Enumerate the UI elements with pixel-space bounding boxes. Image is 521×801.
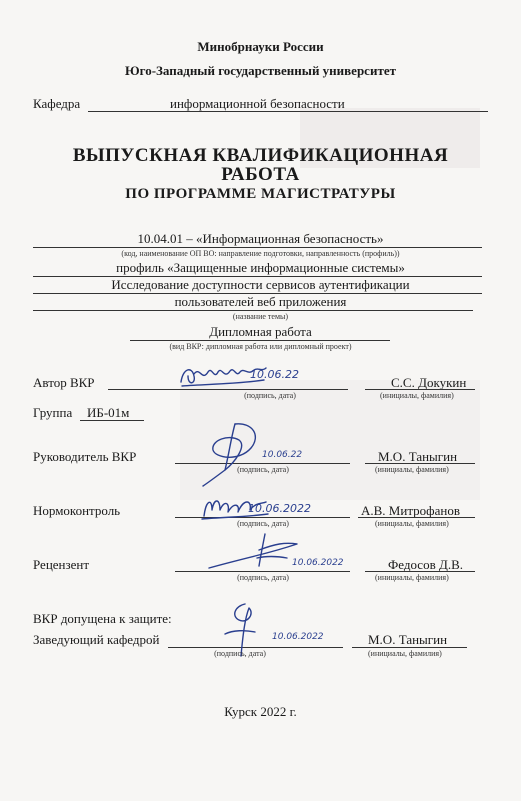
work-type: Дипломная работа — [209, 324, 312, 339]
normcontrol-sign-caption: (подпись, дата) — [237, 519, 289, 528]
normcontrol-name: А.В. Митрофанов — [361, 503, 460, 518]
group-underline — [80, 420, 144, 421]
topic-line-1: Исследование доступности сервисов аутентификации — [111, 277, 410, 292]
head-sign-caption: (подпись, дата) — [214, 649, 266, 658]
author-signature-date: 10.06.22 — [250, 368, 299, 381]
normcontrol-label: Нормоконтроль — [33, 503, 121, 518]
reviewer-name: Федосов Д.В. — [388, 557, 464, 572]
head-name-line — [352, 647, 467, 648]
reviewer-label: Рецензент — [33, 557, 90, 572]
author-name: С.С. Докукин — [391, 375, 467, 390]
group-label: Группа — [33, 405, 73, 420]
supervisor-signature-date: 10.06.22 — [262, 450, 303, 460]
department-label: Кафедра — [33, 96, 81, 111]
author-label: Автор ВКР — [33, 375, 95, 390]
supervisor-name: М.О. Таныгин — [378, 449, 458, 464]
reviewer-name-caption: (инициалы, фамилия) — [375, 573, 449, 582]
normcontrol-name-line — [358, 517, 475, 518]
admission-label: ВКР допущена к защите: — [33, 611, 172, 626]
topic-line-2: пользователей веб приложения — [174, 294, 347, 309]
supervisor-label: Руководитель ВКР — [33, 449, 137, 464]
author-name-line — [365, 389, 475, 390]
topic-line-2-underline — [33, 310, 473, 311]
reviewer-name-line — [365, 571, 475, 572]
reviewer-sign-caption: (подпись, дата) — [237, 573, 289, 582]
reviewer-sign-line — [175, 571, 350, 572]
university-name: Юго-Западный государственный университет — [125, 63, 396, 78]
program-code-underline — [33, 247, 482, 248]
program-code-caption: (код, наименование ОП ВО: направление подготовки, направленность (профиль)) — [121, 249, 400, 258]
title-line-2: РАБОТА — [221, 164, 300, 185]
supervisor-name-caption: (инициалы, фамилия) — [375, 465, 449, 474]
head-name-caption: (инициалы, фамилия) — [368, 649, 442, 658]
program-code: 10.04.01 – «Информационная безопасность» — [137, 231, 384, 246]
normcontrol-name-caption: (инициалы, фамилия) — [375, 519, 449, 528]
group-value: ИБ-01м — [87, 405, 130, 420]
head-of-department-label: Заведующий кафедрой — [33, 632, 160, 647]
city-year: Курск 2022 г. — [224, 704, 297, 719]
program-profile: профиль «Защищенные информационные системы» — [116, 260, 405, 275]
author-sign-caption: (подпись, дата) — [244, 391, 296, 400]
supervisor-sign-caption: (подпись, дата) — [237, 465, 289, 474]
work-type-caption: (вид ВКР: дипломная работа или дипломный проект) — [169, 342, 352, 351]
normcontrol-signature-date: 10.06.2022 — [248, 502, 311, 515]
title-line-1: ВЫПУСКНАЯ КВАЛИФИКАЦИОННАЯ — [72, 145, 449, 166]
head-name: М.О. Таныгин — [368, 632, 448, 647]
supervisor-name-line — [365, 463, 475, 464]
topic-caption: (название темы) — [232, 312, 289, 321]
department-value: информационной безопасности — [170, 96, 345, 111]
title-line-3: ПО ПРОГРАММЕ МАГИСТРАТУРЫ — [125, 186, 396, 202]
author-name-caption: (инициалы, фамилия) — [380, 391, 454, 400]
work-type-underline — [130, 340, 390, 341]
head-signature-date: 10.06.2022 — [272, 632, 324, 642]
ministry-name: Минобрнауки России — [197, 39, 324, 54]
reviewer-signature-date: 10.06.2022 — [292, 558, 344, 568]
